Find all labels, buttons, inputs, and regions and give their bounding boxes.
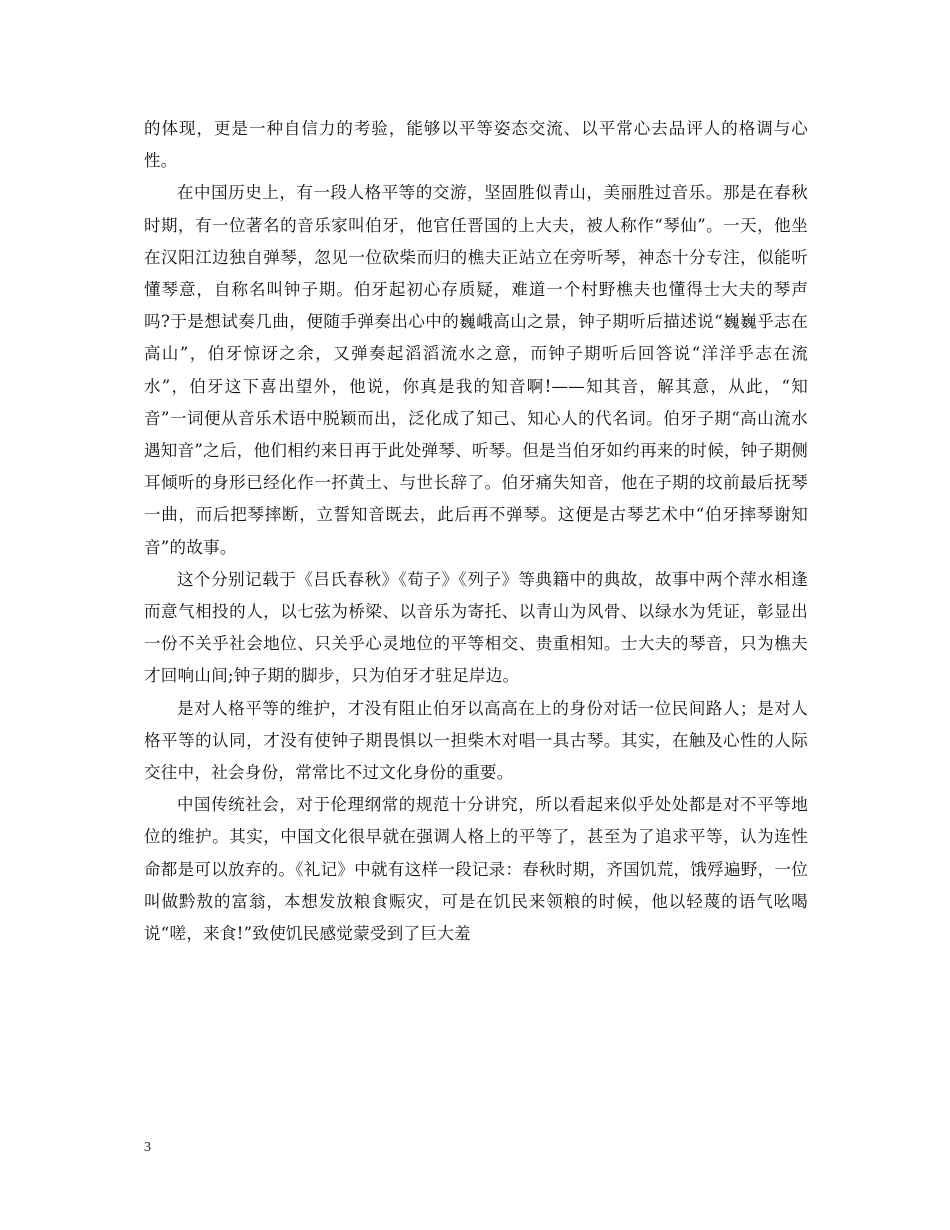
paragraph-classics-record: 这个分别记载于《吕氏春秋》《荀子》《列子》等典籍中的典故，故事中两个萍水相逢而意气相投的人，以七弦为桥梁、以音乐为寄托、以青山为风骨、以绿水为凭证，彰显出一份不关乎社会地位、只关乎心灵地位的平等相交、贵重相知。士大夫的琴音，只为樵夫才回响山间;钟子期的脚步，只为伯牙才驻足岸边。 [144, 569, 808, 686]
paragraph-continued: 的体现，更是一种自信力的考验，能够以平等姿态交流、以平常心去品评人的格调与心性。 [144, 119, 808, 171]
paragraph-boya-story: 在中国历史上，有一段人格平等的交游，坚固胜似青山，美丽胜过音乐。那是在春秋时期，有一位著名的音乐家叫伯牙，他官任晋国的上大夫，被人称作“琴仙”。一天，他坐在汉阳江边独自弹琴，忽见一位砍柴而归的樵夫正站立在旁听琴，神态十分专注，似能听懂琴意，自称名叫钟子期。伯牙起初心存质疑，难道一个村野樵夫也懂得士大夫的琴声吗?于是想试奏几曲，便随手弹奏出心中的巍峨高山之景，钟子期听后描述说“巍巍乎志在高山”，伯牙惊讶之余，又弹奏起滔滔流水之意，而钟子期听后回答说“洋洋乎志在流水”，伯牙这下喜出望外，他说，你真是我的知音啊!——知其音，解其意，从此，“知音”一词便从音乐术语中脱颖而出，泛化成了知己、知心人的代名词。伯牙子期“高山流水遇知音”之后，他们相约来日再于此处弹琴、听琴。但是当伯牙如约再来的时候，钟子期侧耳倾听的身形已经化作一抔黄土、与世长辞了。伯牙痛失知音，他在子期的坟前最后抚琴一曲，而后把琴摔断，立誓知音既去，此后再不弹琴。这便是古琴艺术中“伯牙摔琴谢知音”的故事。 [144, 183, 808, 557]
document-body [144, 113, 808, 950]
paragraph-traditional-society: 中国传统社会，对于伦理纲常的规范十分讲究，所以看起来似乎处处都是对不平等地位的维护。其实，中国文化很早就在强调人格上的平等了，甚至为了追求平等，认为连性命都是可以放弃的。《礼记》中就有这样一段记录：春秋时期，齐国饥荒，饿殍遍野，一位叫做黔敖的富翁，本想发放粮食赈灾，可是在饥民来领粮的时候，他以轻蔑的语气吆喝说“嗟，来食!”致使饥民感觉蒙受到了巨大羞 [144, 795, 808, 944]
paragraph-equality-defense: 是对人格平等的维护，才没有阻止伯牙以高高在上的身份对话一位民间路人；是对人格平等的认同，才没有使钟子期畏惧以一担柴木对唱一具古琴。其实，在触及心性的人际交往中，社会身份，常常比不过文化身份的重要。 [144, 698, 808, 783]
page-number: 3 [144, 1140, 151, 1155]
